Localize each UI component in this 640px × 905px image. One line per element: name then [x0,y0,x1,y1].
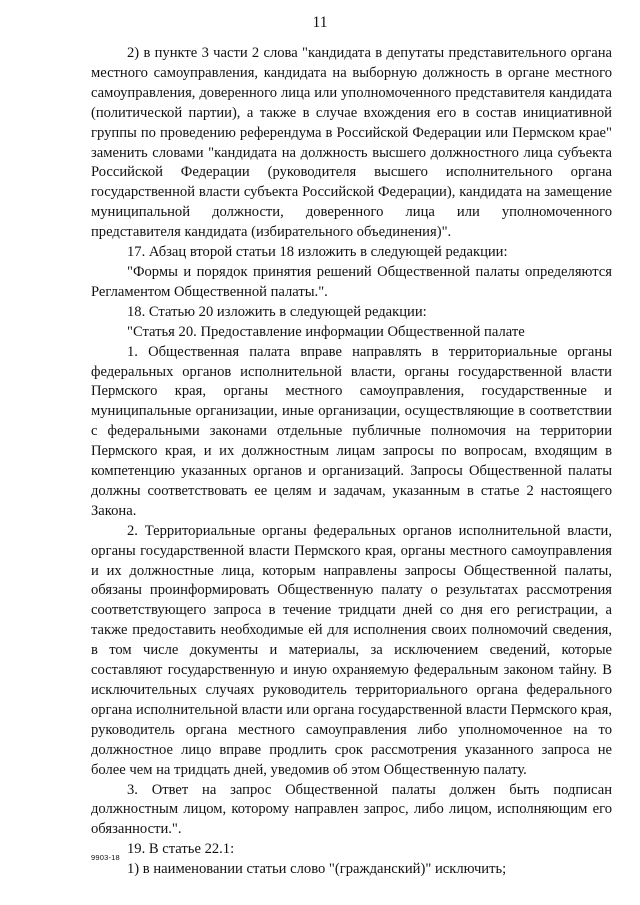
paragraph-item-17: 17. Абзац второй статьи 18 изложить в следующей редакции: [127,244,508,261]
paragraph-item-19: 19. В статье 22.1: [127,841,235,858]
document-body [91,44,612,880]
paragraph-quote-article-18: "Формы и порядок принятия решений Общественной палаты определяются Регламентом Общественной палаты.". [91,263,612,300]
paragraph-item-2-subpoint: 2) в пункте 3 части 2 слова "кандидата в депутаты представительного органа местного самоуправления, кандидата на выборную должность в органе местного самоуправления, доверенного лица или уполномоченного представителя кандидата (политической партии), а также в случае вхождения его в состав инициативной группы по проведению референдума в Российской Федерации или Пермском крае" заменить словами "кандидата на должность высшего должностного лица субъекта Российской Федерации (руководителя высшего исполнительного органа государственной власти субъекта Российской Федерации), кандидата на замещение муниципальной должности, доверенного лица или уполномоченного представителя кандидата (избирательного объединения)". [91,45,612,241]
article-20-part-2: 2. Территориальные органы федеральных органов исполнительной власти, органы государственной власти Пермского края, органы местного самоуправления и их должностные лица, которым направлены запросы Общественной палаты, обязаны проинформировать Общественную палату о результатах рассмотрения соответствующего запроса в течение тридцати дней со дня его регистрации, а также предоставить необходимые ей для исполнения своих полномочий сведения, в том числе документы и материалы, за исключением сведений, которые составляют государственную и иную охраняемую федеральным законом тайну. В исключительных случаях руководитель территориального органа федерального органа исполнительной власти или органа государственной власти Пермского края, руководитель органа местного самоуправления либо уполномоченное на то должностное лицо вправе продлить срок рассмотрения указанного запроса не более чем на тридцать дней, уведомив об этом Общественную палату. [91,522,612,778]
paragraph-item-19-subpoint-1: 1) в наименовании статьи слово "(гражданский)" исключить; [127,861,507,878]
document-code: 9903-18 [91,853,120,862]
article-20-part-1: 1. Общественная палата вправе направлять в территориальные органы федеральных органов исполнительной власти, органы государственной власти Пермского края, органы местного самоуправления, государственные и муниципальные организации, иные организации, осуществляющие в соответствии с федеральными законами отдельные публичные полномочия на территории Пермского края, и их должностным лицам запросы по вопросам, входящим в компетенцию указанных органов и организаций. Запросы Общественной палаты должны соответствовать ее целям и задачам, указанным в статье 2 настоящего Закона. [91,343,612,519]
article-20-heading: "Статья 20. Предоставление информации Общественной палате [127,323,525,340]
page-number: 11 [312,14,328,31]
paragraph-item-18: 18. Статью 20 изложить в следующей редакции: [127,303,427,320]
article-20-part-3: 3. Ответ на запрос Общественной палаты должен быть подписан должностным лицом, которому направлен запрос, либо лицом, исполняющим его обязанности.". [91,781,612,838]
